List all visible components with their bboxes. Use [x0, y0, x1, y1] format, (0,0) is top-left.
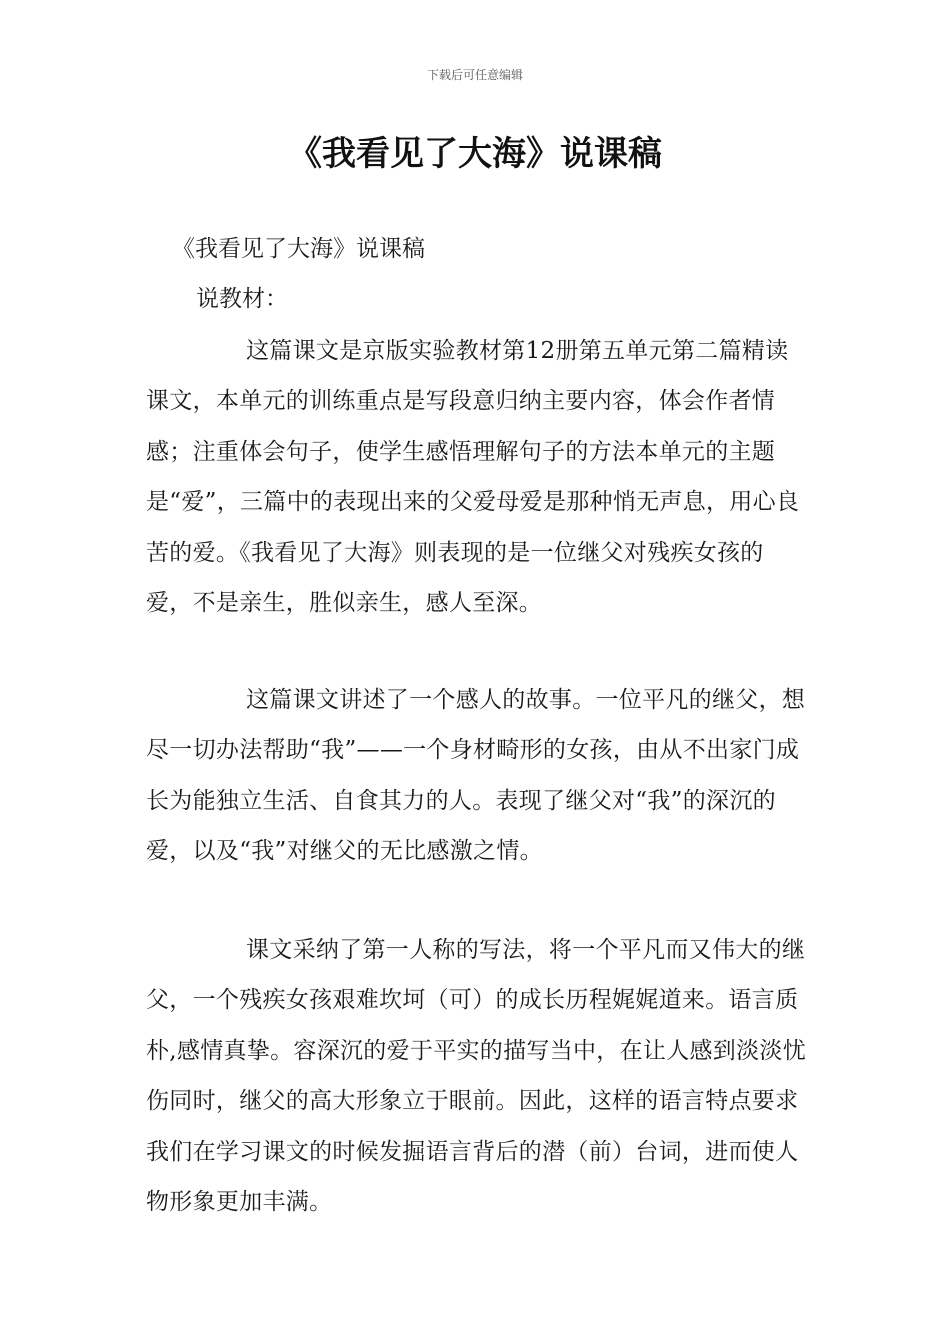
- document-title: 《我看见了大海》说课稿: [288, 134, 662, 174]
- page-header-note: 下载后可任意编辑: [426, 68, 523, 82]
- paragraph-1: 这篇课文是京版实验教材第12册第五单元第二篇精读课文，本单元的训练重点是写段意归纳主要内容，体会作者情感；注重体会句子，使学生感悟理解句子的方法本单元的主题是“爱”，三篇中的表现出来的父爱母爱是那种悄无声息，用心良苦的爱。《我看见了大海》则表现的是一位继父对残疾女孩的爱，不是亲生，胜似亲生，感人至深。: [146, 338, 800, 617]
- document-subtitle: 《我看见了大海》说课稿: [172, 236, 425, 262]
- paragraph-3: 课文采纳了第一人称的写法，将一个平凡而又伟大的继父，一个残疾女孩艰难坎坷（可）的成长历程娓娓道来。语言质朴,感情真挚。容深沉的爱于平实的描写当中，在让人感到淡淡忧伤同时，继父的高大形象立于眼前。因此，这样的语言特点要求我们在学习课文的时候发掘语言背后的潜（前）台词，进而使人物形象更加丰满。: [146, 937, 807, 1216]
- section-heading: 说教材：: [196, 286, 288, 312]
- paragraph-2: 这篇课文讲述了一个感人的故事。一位平凡的继父，想尽一切办法帮助“我”——一个身材畸形的女孩，由从不出家门成长为能独立生活、自食其力的人。表现了继父对“我”的深沉的爱，以及“我”对继父的无比感激之情。: [146, 687, 806, 865]
